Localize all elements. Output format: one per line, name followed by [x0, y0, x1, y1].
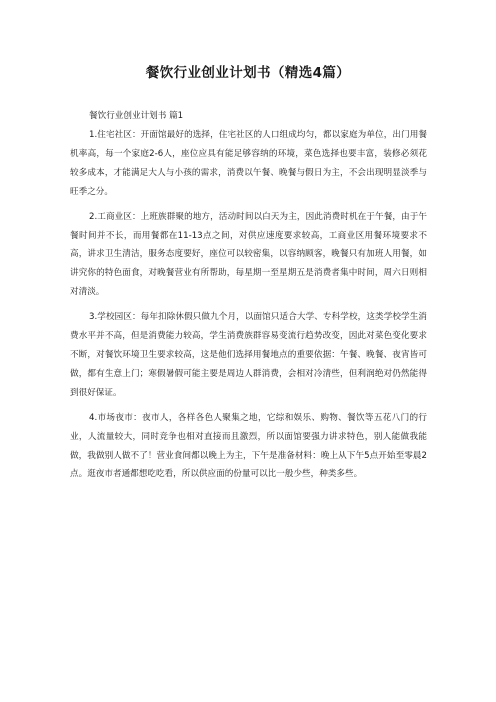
paragraph-residential: 1.住宅社区：开面馆最好的选择，住宅社区的人口组成均匀，都以家庭为单位，出门用餐机率高，每一个家庭2-6人，座位应具有能足够容纳的环境，菜色选择也要丰富，装修必须花较多成本，才能满足大人与小孩的需求，消费以午餐、晚餐与假日为主，不会出现明显淡季与旺季之分。 — [70, 130, 427, 197]
paragraph-school-campus: 3.学校园区：每年扣除休假只做九个月，以面馆只适合大学、专科学校，这类学校学生消费水平并不高，但是消费能力较高，学生消费族群容易变流行趋势改变，因此对菜色变化要求不断，对餐饮环境卫生要求较高，这是他们选择用餐地点的重要依据：午餐、晚餐、夜宵皆可做，都有生意上门；寒假暑假可能主要是周边人群消费，会相对冷清些，但利润绝对仍然能得到很好保证。 — [70, 312, 427, 398]
section-heading: 餐饮行业创业计划书 篇1 — [89, 111, 184, 121]
document-title: 餐饮行业创业计划书（精选4篇） — [145, 65, 351, 81]
paragraph-night-market: 4.市场夜市：夜市人，各样各色人聚集之地，它综和娱乐、购物、餐饮等五花八门的行业，人流量较大，同时竞争也相对直接而且激烈，所以面馆要强力讲求特色，别人能做我能做，我做别人做不了！营业食间都以晚上为主，下午是准备材料：晚上从下午5点开始至零晨2点。逛夜市者通都想吃吃看，所以供应面的份量可以比一般少些，种类多些。 — [70, 412, 427, 480]
document-body — [70, 109, 427, 490]
paragraph-business-district: 2.工商业区：上班族群聚的地方，活动时间以白天为主，因此消费时机在于午餐，由于午餐时间并不长，而用餐都在11-13点之间，对供应速度要求较高，工商业区用餐环境要求不高，讲求卫生清洁，服务态度要好，座位可以较密集，以容纳顾客，晚餐只有加班人用餐，如讲究你的特色面食，对晚餐营业有所帮助，每星期一至星期五是消费者集中时间，周六日则相对清淡。 — [70, 211, 427, 298]
